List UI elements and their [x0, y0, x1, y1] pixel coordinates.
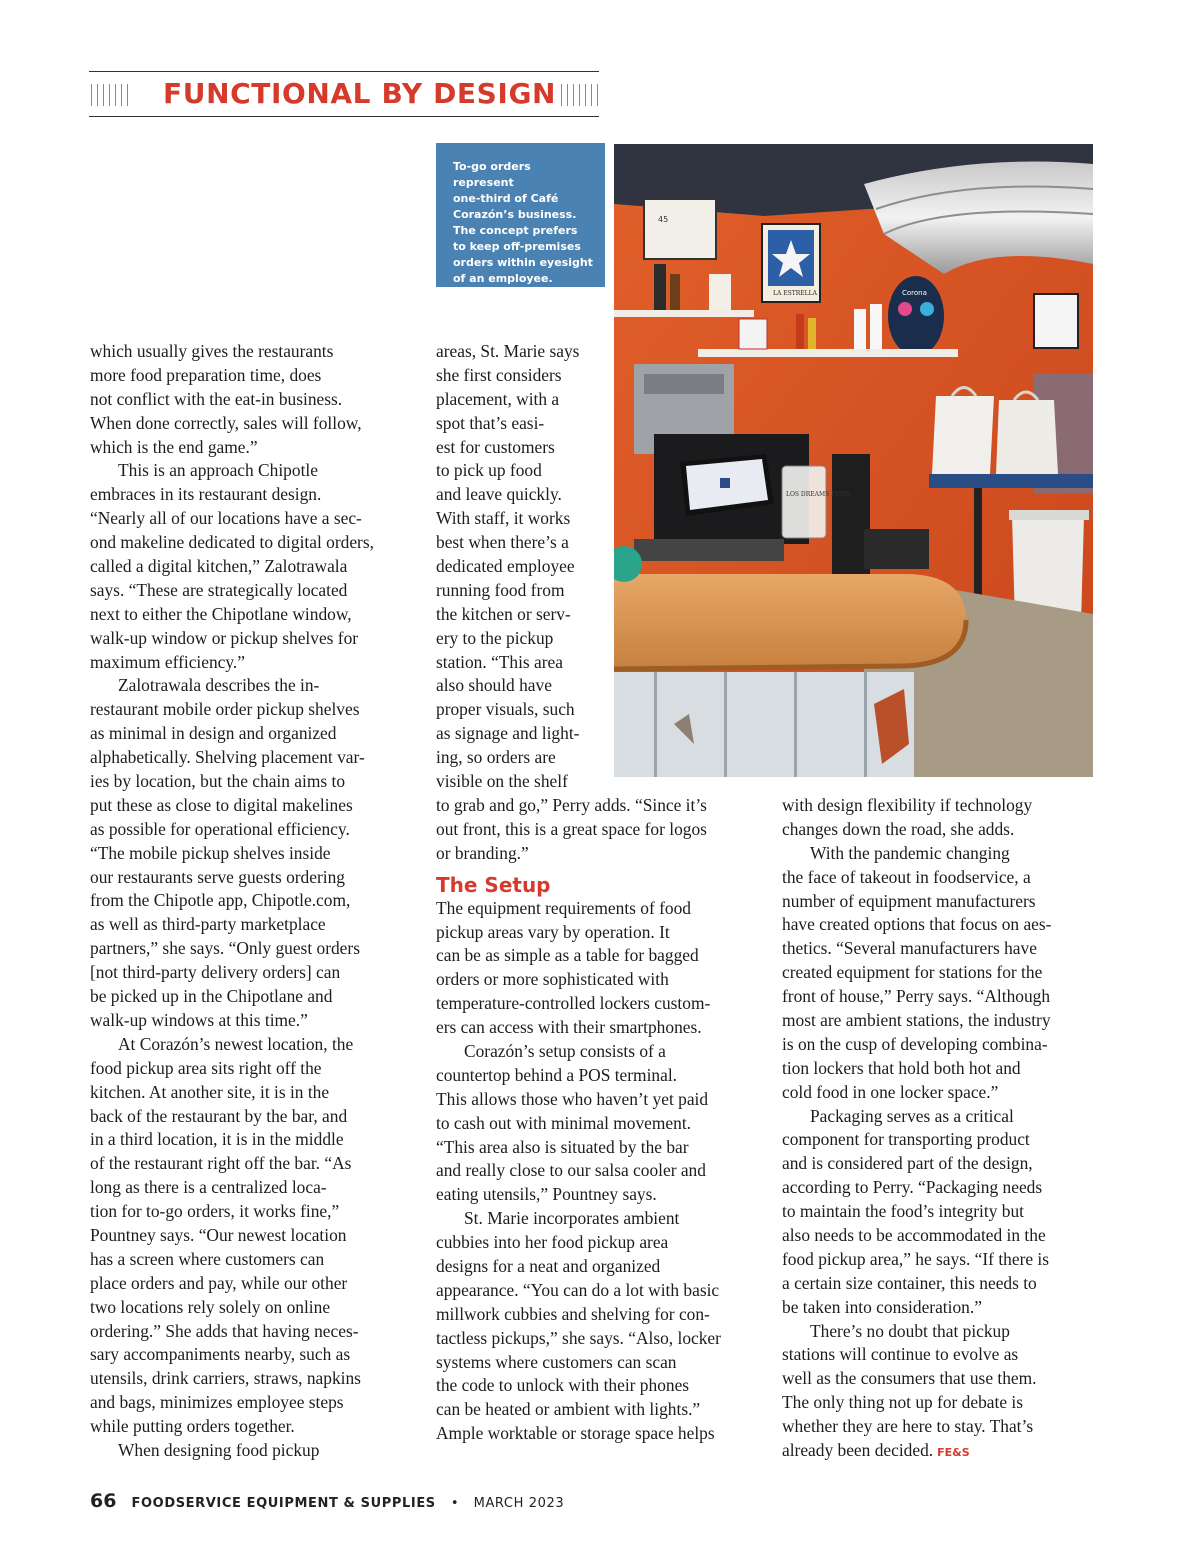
body-line: The equipment requirements of food — [436, 897, 691, 918]
body-line: have created options that focus on aes- — [782, 914, 1052, 935]
body-line: proper visuals, such — [436, 699, 575, 720]
body-line: well as the consumers that use them. — [782, 1368, 1037, 1389]
body-line: walk-up window or pickup shelves for — [90, 627, 359, 648]
body-line: Zalotrawala describes the in- — [118, 675, 320, 696]
body-line: best when there’s a — [436, 532, 569, 553]
body-line: tion for to-go orders, it works fine,” — [90, 1201, 340, 1222]
svg-text:LOS DREAMS FUND: LOS DREAMS FUND — [786, 491, 851, 498]
body-line: the kitchen or serv- — [436, 603, 571, 624]
section-subheading: The Setup — [436, 872, 551, 897]
body-line: or branding.” — [436, 842, 529, 863]
body-line: while putting orders together. — [90, 1416, 295, 1437]
body-line: thetics. “Several manufacturers have — [782, 938, 1037, 959]
body-line: she first considers — [436, 364, 562, 385]
body-line: running food from — [436, 579, 565, 600]
wood-counter — [614, 574, 966, 669]
skull-sign — [888, 276, 944, 356]
body-line: There’s no doubt that pickup — [810, 1320, 1010, 1341]
body-line: food pickup area,” he says. “If there is — [782, 1248, 1050, 1269]
body-line: and leave quickly. — [436, 484, 562, 505]
body-line: to pick up food — [436, 460, 542, 481]
caption-line: of an employee. — [453, 272, 553, 285]
header-tick-decoration-left — [91, 84, 129, 106]
body-line: tion lockers that hold both hot and — [782, 1057, 1021, 1078]
body-line: station. “This area — [436, 651, 563, 672]
framed-poster — [644, 199, 716, 259]
body-line: dedicated employee — [436, 556, 575, 577]
body-line: more food preparation time, does — [90, 364, 322, 385]
article-column-2-top — [436, 340, 606, 794]
article-column-1 — [90, 340, 410, 1463]
caption-line: orders within eyesight — [453, 256, 593, 269]
body-line: “The mobile pickup shelves inside — [90, 842, 331, 863]
body-line: which usually gives the restaurants — [90, 341, 334, 361]
section-header — [89, 71, 599, 117]
body-line: restaurant mobile order pickup shelves — [90, 699, 360, 720]
body-line: utensils, drink carriers, straws, napkins — [90, 1368, 361, 1389]
body-line: to grab and go,” Perry adds. “Since it’s — [436, 795, 707, 815]
body-line: partners,” she says. “Only guest orders — [90, 938, 360, 959]
body-line: changes down the road, she adds. — [782, 818, 1015, 839]
body-line: “This area also is situated by the bar — [436, 1136, 689, 1157]
body-line: temperature-controlled lockers custom- — [436, 993, 711, 1014]
photo-caption — [436, 143, 605, 287]
body-line: orders or more sophisticated with — [436, 969, 669, 990]
header-tick-decoration-right — [561, 84, 599, 106]
body-line: the code to unlock with their phones — [436, 1375, 690, 1396]
body-line: next to either the Chipotlane window, — [90, 603, 352, 624]
article-column-2-bottom — [436, 794, 756, 1446]
body-line: visible on the shelf — [436, 771, 568, 792]
body-line: and really close to our salsa cooler and — [436, 1160, 706, 1181]
body-line: ordering.” She adds that having neces- — [90, 1320, 359, 1341]
body-line: tactless pickups,” she says. “Also, locker — [436, 1327, 721, 1348]
page-number: 66 — [90, 1490, 117, 1512]
body-line: ond makeline dedicated to digital orders, — [90, 532, 374, 553]
body-line: to maintain the food’s integrity but — [782, 1201, 1024, 1222]
body-line: embraces in its restaurant design. — [90, 484, 322, 505]
body-line: food pickup area sits right off the — [90, 1057, 322, 1078]
body-line: Corazón’s setup consists of a — [464, 1041, 666, 1062]
body-line: front of house,” Perry says. “Although — [782, 986, 1051, 1007]
body-line: At Corazón’s newest location, the — [118, 1033, 354, 1054]
body-line: est for customers — [436, 436, 555, 457]
body-line: ies by location, but the chain aims to — [90, 771, 346, 792]
magazine-signoff: FE&S — [937, 1446, 970, 1460]
body-line: also needs to be accommodated in the — [782, 1225, 1046, 1246]
body-line: two locations rely solely on online — [90, 1296, 331, 1317]
body-line: also should have — [436, 675, 552, 696]
body-line: With the pandemic changing — [810, 842, 1010, 863]
body-line: has a screen where customers can — [90, 1248, 325, 1269]
body-line: cubbies into her food pickup area — [436, 1232, 669, 1253]
body-line: as possible for operational efficiency. — [90, 818, 350, 839]
publication-name: FOODSERVICE EQUIPMENT & SUPPLIES — [131, 1496, 436, 1511]
body-line: ing, so orders are — [436, 747, 556, 768]
body-line: Pountney says. “Our newest location — [90, 1224, 347, 1245]
body-line: sary accompaniments nearby, such as — [90, 1344, 351, 1365]
body-line: stations will continue to evolve as — [782, 1344, 1019, 1365]
body-line: pickup areas vary by operation. It — [436, 921, 670, 942]
svg-text:LA ESTRELLA: LA ESTRELLA — [773, 290, 817, 297]
body-line: as signage and light- — [436, 723, 580, 744]
body-line: eating utensils,” Pountney says. — [436, 1184, 657, 1205]
body-line: can be as simple as a table for bagged — [436, 945, 699, 966]
body-line: ery to the pickup — [436, 627, 554, 648]
body-line: which is the end game.” — [90, 436, 258, 457]
body-line: Ample worktable or storage space helps — [436, 1423, 715, 1444]
body-line: appearance. “You can do a lot with basic — [436, 1279, 720, 1300]
body-line-final — [782, 1439, 1100, 1463]
body-line: This is an approach Chipotle — [118, 460, 318, 481]
body-line: When done correctly, sales will follow, — [90, 412, 362, 433]
body-line: can be heated or ambient with lights.” — [436, 1399, 701, 1420]
body-line: from the Chipotle app, Chipotle.com, — [90, 890, 351, 911]
body-line: put these as close to digital makelines — [90, 794, 353, 815]
footer-separator: • — [450, 1496, 459, 1511]
body-line: millwork cubbies and shelving for con- — [436, 1303, 710, 1324]
body-line: place orders and pay, while our other — [90, 1272, 348, 1293]
caption-line: Corazón’s business. — [453, 208, 577, 221]
body-line: the face of takeout in foodservice, a — [782, 866, 1031, 887]
body-line-text: already been decided. — [782, 1440, 934, 1461]
body-line: a certain size container, this needs to — [782, 1272, 1037, 1293]
caption-line: to keep off-premises — [453, 240, 581, 253]
body-line: The only thing not up for debate is — [782, 1392, 1024, 1413]
body-line: be picked up in the Chipotlane and — [90, 986, 333, 1007]
body-line: and is considered part of the design, — [782, 1153, 1033, 1174]
body-line: long as there is a centralized loca- — [90, 1177, 327, 1198]
body-line: “Nearly all of our locations have a sec- — [90, 508, 362, 529]
body-line: not conflict with the eat-in business. — [90, 388, 343, 409]
body-line: walk-up windows at this time.” — [90, 1009, 308, 1030]
loteria-card — [762, 224, 820, 302]
body-line: countertop behind a POS terminal. — [436, 1064, 678, 1085]
page-footer — [90, 1490, 564, 1518]
caption-line: The concept prefers — [453, 224, 578, 237]
body-line: maximum efficiency.” — [90, 651, 246, 672]
body-line: says. “These are strategically located — [90, 579, 348, 600]
svg-text:45: 45 — [658, 215, 669, 224]
body-line: be taken into consideration.” — [782, 1296, 982, 1317]
body-line: created equipment for stations for the — [782, 962, 1043, 983]
body-line: placement, with a — [436, 388, 560, 409]
body-line: as well as third-party marketplace — [90, 914, 326, 935]
body-line: spot that’s easi- — [436, 412, 545, 433]
body-line: according to Perry. “Packaging needs — [782, 1177, 1043, 1198]
body-line: most are ambient stations, the industry — [782, 1010, 1051, 1031]
body-line: kitchen. At another site, it is in the — [90, 1081, 330, 1102]
svg-text:Corona: Corona — [902, 289, 927, 297]
body-line: areas, St. Marie says — [436, 341, 580, 361]
body-line: Packaging serves as a critical — [810, 1105, 1014, 1126]
body-line: in a third location, it is in the middle — [90, 1129, 344, 1150]
body-line: cold food in one locker space.” — [782, 1081, 999, 1102]
body-line: alphabetically. Shelving placement var- — [90, 747, 365, 768]
article-column-3 — [782, 794, 1100, 1463]
section-title: FUNCTIONAL BY DESIGN — [163, 77, 557, 110]
body-line: systems where customers can scan — [436, 1351, 677, 1372]
body-line: ers can access with their smartphones. — [436, 1017, 702, 1038]
body-line: of the restaurant right off the bar. “As — [90, 1153, 352, 1174]
body-line: This allows those who haven’t yet paid — [436, 1088, 709, 1109]
body-line: as minimal in design and organized — [90, 723, 337, 744]
body-line: back of the restaurant by the bar, and — [90, 1105, 348, 1126]
body-line: number of equipment manufacturers — [782, 890, 1036, 911]
caption-line: To-go orders represent — [453, 160, 531, 189]
body-line: With staff, it works — [436, 508, 571, 529]
issue-date: MARCH 2023 — [473, 1496, 565, 1511]
restaurant-pickup-photo — [614, 144, 1093, 777]
body-line: is on the cusp of developing combina- — [782, 1033, 1048, 1054]
body-line: called a digital kitchen,” Zalotrawala — [90, 556, 348, 577]
body-line: whether they are here to stay. That’s — [782, 1416, 1034, 1437]
body-line: When designing food pickup — [118, 1439, 320, 1460]
body-line: designs for a neat and organized — [436, 1256, 661, 1277]
body-line: to cash out with minimal movement. — [436, 1112, 692, 1133]
body-line: and bags, minimizes employee steps — [90, 1392, 344, 1413]
body-line: St. Marie incorporates ambient — [464, 1208, 680, 1229]
body-line: [not third-party delivery orders] can — [90, 962, 341, 983]
caption-line: one-third of Café — [453, 192, 559, 205]
body-line: component for transporting product — [782, 1129, 1030, 1150]
whitewashed-counter-front — [614, 672, 914, 777]
body-line: out front, this is a great space for logos — [436, 818, 707, 839]
body-line: with design flexibility if technology — [782, 795, 1033, 815]
body-line: our restaurants serve guests ordering — [90, 866, 345, 887]
